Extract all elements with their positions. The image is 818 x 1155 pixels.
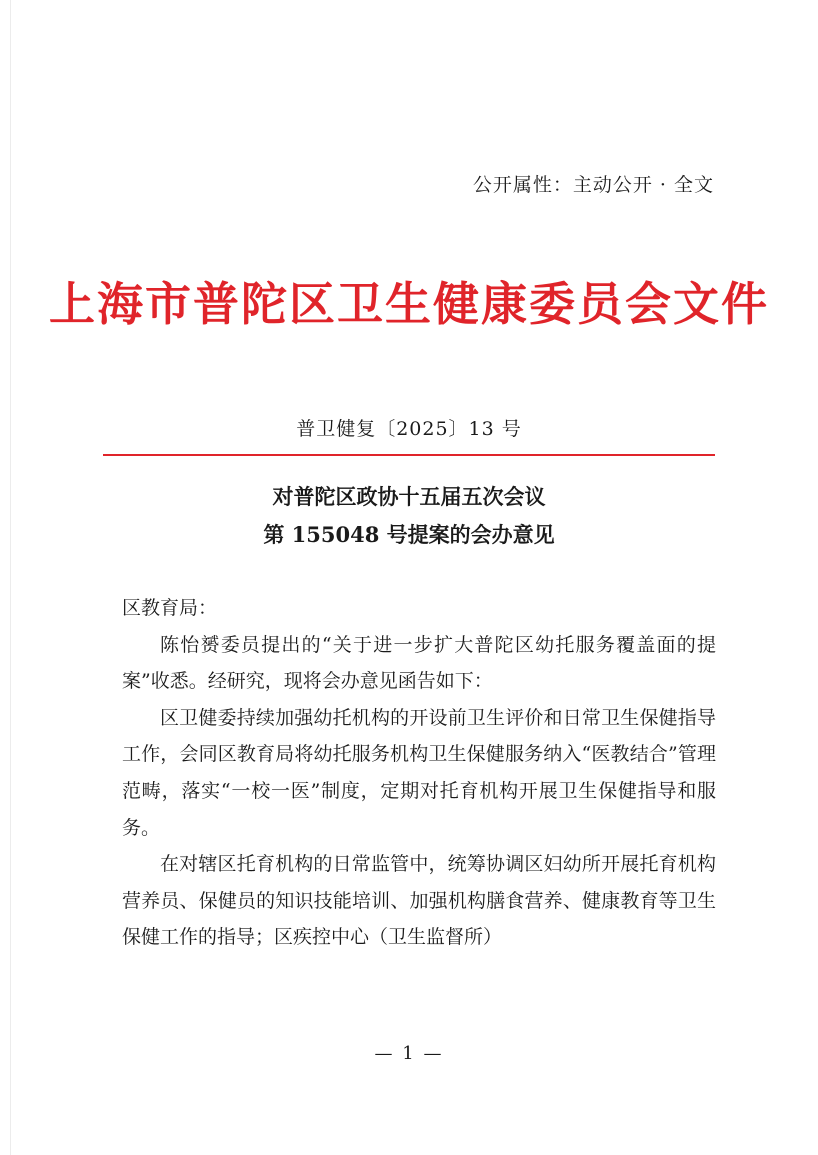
document-subject (0, 478, 818, 554)
public-attribute: 公开属性：主动公开 · 全文 (472, 174, 714, 196)
page-number: — 1 — (374, 1043, 444, 1064)
body-paragraph: 陈怡赟委员提出的“关于进一步扩大普陀区幼托服务覆盖面的提案”收悉。经研究，现将会办意见函告如下： (122, 633, 716, 693)
body-paragraph: 在对辖区托育机构的日常监管中，统筹协调区妇幼所开展托育机构营养员、保健员的知识技能培训、加强机构膳食营养、健康教育等卫生保健工作的指导；区疾控中心（卫生监督所） (122, 853, 716, 949)
red-divider (103, 454, 715, 456)
issuer-title: 上海市普陀区卫生健康委员会文件 (49, 277, 769, 331)
body-paragraph: 区卫健委持续加强幼托机构的开设前卫生评价和日常卫生保健指导工作，会同区教育局将幼托服务机构卫生保健服务纳入“医教结合”管理范畴，落实“一校一医”制度，定期对托育机构开展卫生保健指导和服务。 (122, 706, 716, 839)
document-body (122, 590, 716, 956)
document-number: 普卫健复〔2025〕13 号 (296, 418, 522, 440)
subject-line-1: 对普陀区政协十五届五次会议 (272, 484, 546, 509)
page-edge (10, 0, 11, 1155)
subject-line-2: 第 155048 号提案的会办意见 (263, 522, 555, 547)
addressee: 区教育局： (122, 597, 218, 619)
